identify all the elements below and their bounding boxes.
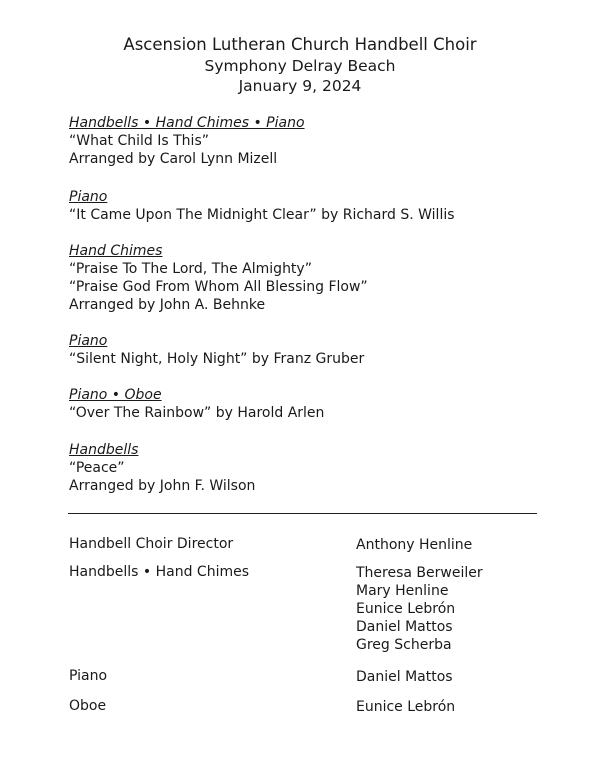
section-heading: Handbells • Hand Chimes • Piano — [69, 115, 305, 131]
roster-name: Daniel Mattos — [356, 619, 453, 635]
choir-title: Ascension Lutheran Church Handbell Choir — [123, 35, 477, 54]
divider-rule — [68, 513, 537, 514]
roster-name: Theresa Berweiler — [356, 565, 483, 581]
roster-name: Eunice Lebrón — [356, 699, 456, 715]
roster-names — [356, 668, 453, 686]
roster-name: Anthony Henline — [356, 537, 473, 553]
piece-arranger: Arranged by John A. Behnke — [69, 297, 266, 313]
piece-title: “Praise God From Whom All Blessing Flow” — [69, 279, 368, 295]
roster-name: Eunice Lebrón — [356, 601, 456, 617]
roster-role: Piano — [69, 668, 108, 684]
piece-title: “Silent Night, Holy Night” by Franz Gruber — [69, 351, 365, 367]
piece-title: “Peace” — [69, 460, 125, 476]
program-header — [0, 34, 600, 96]
roster-names — [356, 536, 472, 554]
program-section — [69, 242, 569, 314]
roster-role: Handbells • Hand Chimes — [69, 564, 249, 580]
section-heading: Piano — [69, 333, 108, 349]
section-heading: Hand Chimes — [69, 243, 163, 259]
roster-name: Mary Henline — [356, 583, 449, 599]
roster-names — [356, 698, 455, 716]
roster-names — [356, 564, 483, 654]
piece-title: “Praise To The Lord, The Almighty” — [69, 261, 312, 277]
program-section — [69, 386, 569, 422]
roster-name: Greg Scherba — [356, 637, 452, 653]
section-heading: Piano • Oboe — [69, 387, 162, 403]
piece-title: “It Came Upon The Midnight Clear” by Richard S. Willis — [69, 207, 455, 223]
section-heading: Handbells — [69, 442, 139, 458]
section-heading: Piano — [69, 189, 108, 205]
roster-role: Handbell Choir Director — [69, 536, 234, 552]
piece-title: “Over The Rainbow” by Harold Arlen — [69, 405, 325, 421]
piece-arranger: Arranged by John F. Wilson — [69, 478, 256, 494]
piece-title: “What Child Is This” — [69, 133, 209, 149]
piece-arranger: Arranged by Carol Lynn Mizell — [69, 151, 278, 167]
program-section — [69, 114, 305, 168]
program-section — [69, 188, 569, 224]
venue: Symphony Delray Beach — [204, 57, 396, 75]
program-section — [69, 441, 569, 495]
roster-role: Oboe — [69, 698, 107, 714]
program-section — [69, 332, 569, 368]
roster-name: Daniel Mattos — [356, 669, 453, 685]
event-date: January 9, 2024 — [238, 77, 362, 95]
